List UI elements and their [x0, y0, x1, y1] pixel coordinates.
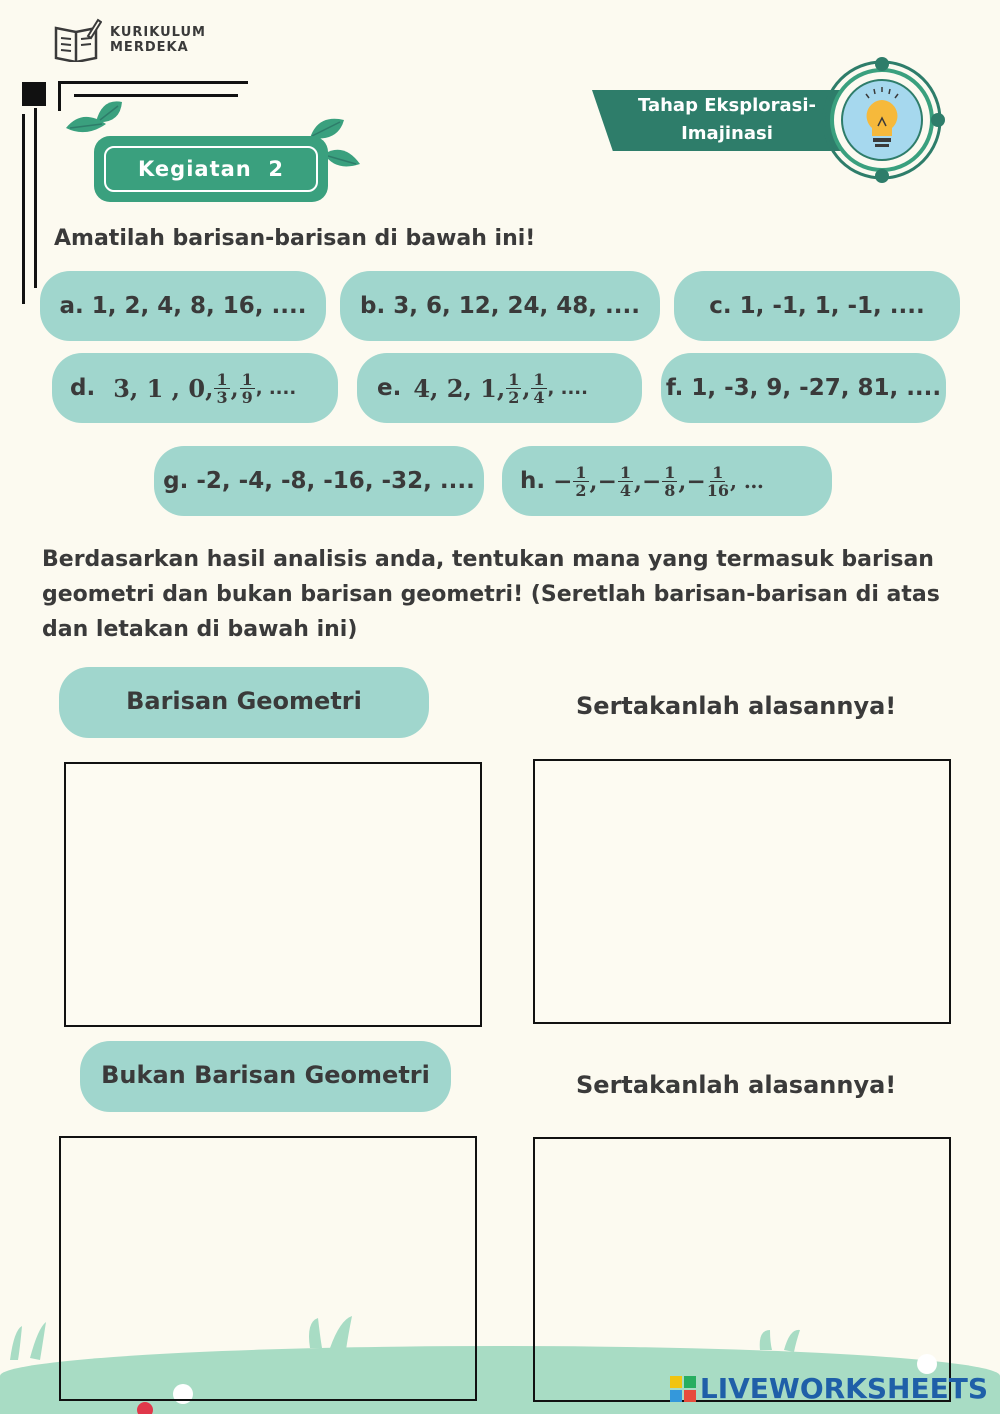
stage-label-line-2: Imajinasi [681, 123, 773, 144]
liveworksheets-text: LIVEWORKSHEETS [699, 1372, 988, 1405]
frame-square [22, 82, 46, 106]
non-geometric-drop-zone[interactable] [59, 1136, 477, 1401]
sequence-d[interactable]: d. 3, 1 , 0, $\frac{1}{3}$ , $\frac{1}{9}$ , .... [52, 353, 338, 423]
frame-line-top [58, 81, 248, 84]
sequence-d-whole: 3, 1 , 0, [113, 373, 214, 403]
sequence-h-prefix: h. [520, 468, 546, 494]
sequence-e-suffix: , .... [547, 377, 588, 399]
sequence-g-text: g. -2, -4, -8, -16, -32, .... [163, 468, 475, 494]
sequence-b[interactable] [340, 271, 660, 341]
sequence-h[interactable]: h. − $\frac{1}{2}$ , − $\frac{1}{4}$ , − $\frac{1}{8}$ , − $\frac{1}{16}$ , … [502, 446, 832, 516]
frame-line-top-2 [74, 94, 238, 97]
liveworksheets-watermark [670, 1372, 988, 1405]
curriculum-logo [52, 18, 206, 62]
non-geometric-label [80, 1041, 451, 1112]
sequence-f[interactable] [661, 353, 946, 423]
sequence-e-prefix: e. [377, 375, 402, 401]
geometric-drop-zone[interactable] [64, 762, 482, 1027]
sequence-h-frac-3: $\frac{1}{8}$ [664, 462, 676, 500]
sequence-d-frac-2: $\frac{1}{9}$ [241, 369, 253, 407]
sequence-a[interactable] [40, 271, 326, 341]
activity-badge [94, 136, 328, 202]
sequence-h-frac-1: $\frac{1}{2}$ [575, 462, 587, 500]
logo-line-2: MERDEKA [110, 40, 189, 55]
sequence-b-text: b. 3, 6, 12, 24, 48, .... [360, 293, 640, 319]
book-icon [52, 18, 102, 62]
sequence-h-suffix: , … [729, 469, 764, 493]
sequence-g[interactable] [154, 446, 484, 516]
sequence-c[interactable] [674, 271, 960, 341]
sequence-c-text: c. 1, -1, 1, -1, .... [709, 293, 925, 319]
sequence-e-whole: 4, 2, 1, [413, 373, 506, 403]
geometric-label [59, 667, 429, 738]
frame-line-corner [58, 81, 61, 111]
analysis-instruction: Berdasarkan hasil analisis anda, tentukan mana yang termasuk barisan geometri dan bukan barisan geometri! (Seretlah barisan-barisan di atas dan letakan di bawah ini) [42, 547, 940, 642]
stage-label-line-1: Tahap Eksplorasi- [638, 95, 816, 116]
reason-prompt-non-geometric: Sertakanlah alasannya! [576, 1071, 897, 1099]
logo-line-1: KURIKULUM [110, 25, 206, 40]
frame-line-left [22, 114, 25, 304]
geometric-reason-box[interactable] [533, 759, 951, 1024]
instruction-heading: Amatilah barisan-barisan di bawah ini! [54, 226, 536, 251]
sequence-h-frac-4: $\frac{1}{16}$ [706, 462, 729, 500]
liveworksheets-logo-icon [670, 1376, 696, 1402]
lightbulb-icon [822, 56, 948, 186]
sequence-f-text: f. 1, -3, 9, -27, 81, .... [665, 375, 942, 401]
sequence-d-frac-1: $\frac{1}{3}$ [216, 369, 228, 407]
sequence-d-prefix: d. [70, 375, 96, 401]
activity-label: Kegiatan 2 [104, 146, 318, 192]
geometric-label-text: Barisan Geometri [126, 686, 362, 715]
non-geometric-label-text: Bukan Barisan Geometri [101, 1060, 430, 1089]
sequence-a-text: a. 1, 2, 4, 8, 16, .... [59, 293, 307, 319]
sequence-e-frac-2: $\frac{1}{4}$ [533, 369, 545, 407]
sequence-e[interactable]: e. 4, 2, 1, $\frac{1}{2}$ , $\frac{1}{4}$ , .... [357, 353, 642, 423]
stage-label [612, 92, 842, 148]
sequence-h-frac-2: $\frac{1}{4}$ [619, 462, 631, 500]
frame-line-left-2 [34, 108, 37, 288]
non-geometric-reason-box[interactable] [533, 1137, 951, 1402]
sequence-d-suffix: , .... [255, 377, 297, 399]
reason-prompt-geometric: Sertakanlah alasannya! [576, 692, 897, 720]
sequence-e-frac-1: $\frac{1}{2}$ [508, 369, 520, 407]
